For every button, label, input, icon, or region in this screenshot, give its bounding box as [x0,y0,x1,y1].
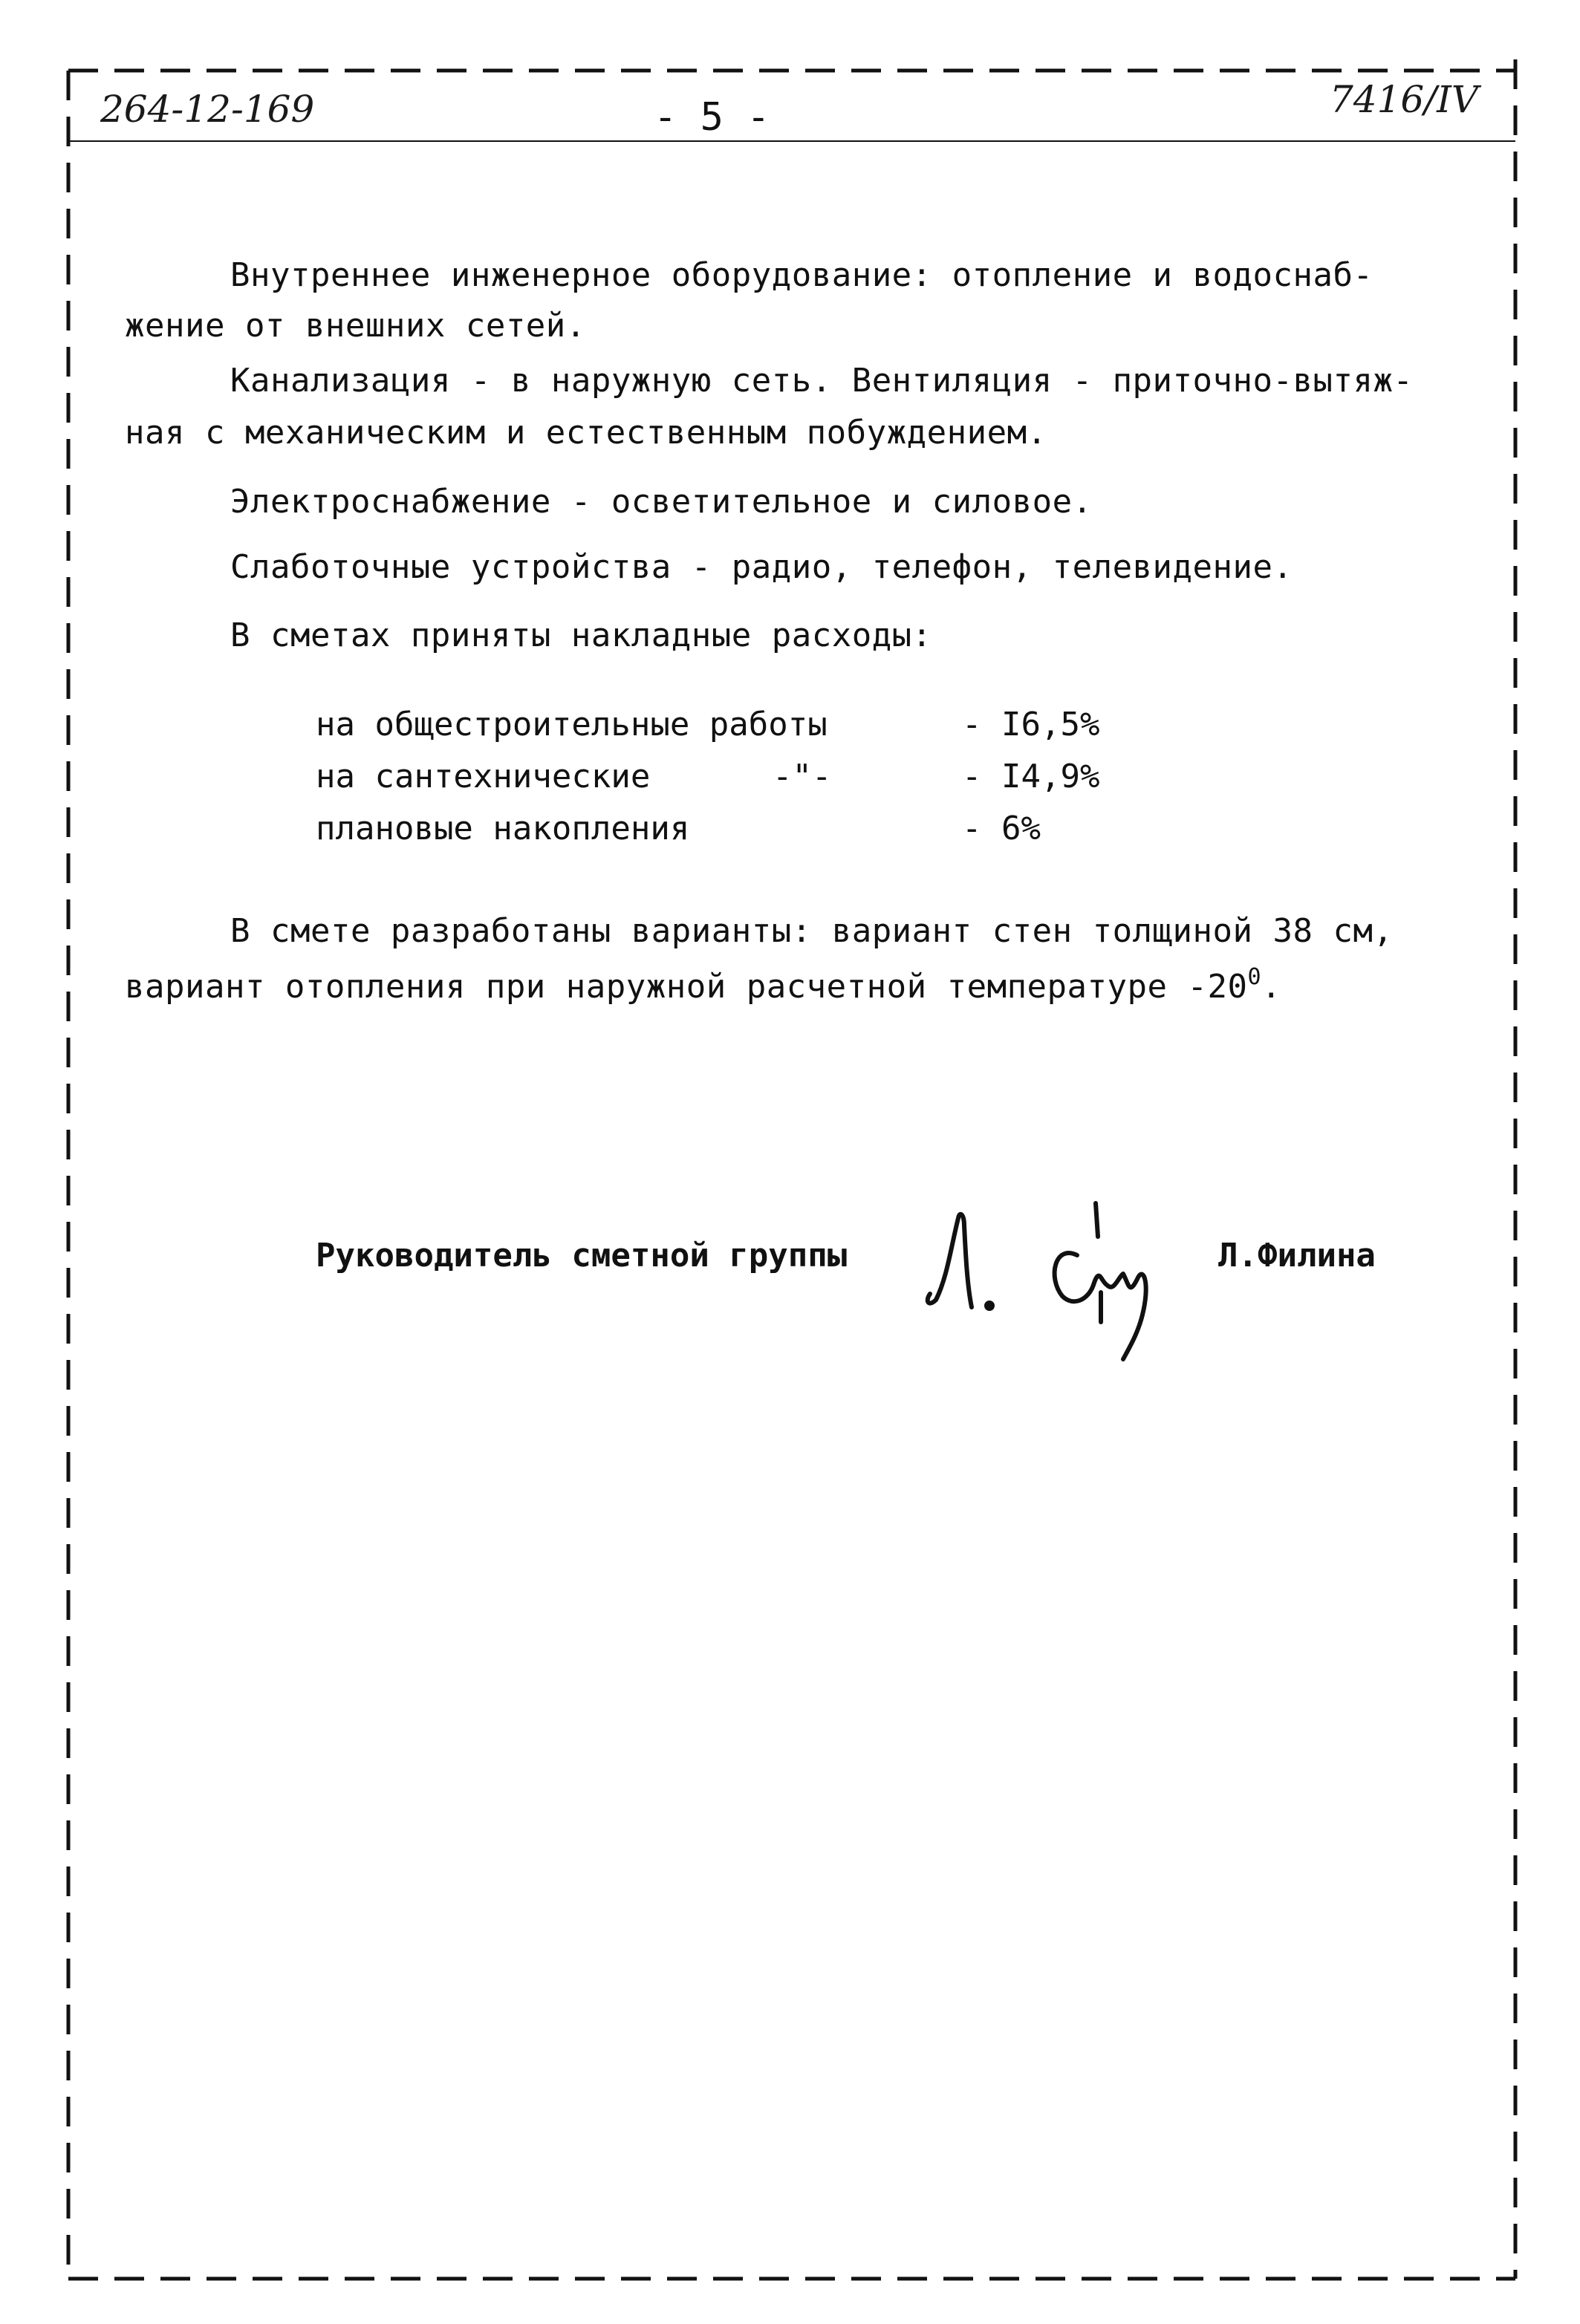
paragraph-variants-line1: В смете разработаны варианты: вариант стен толщиной 38 см, [230,912,1394,950]
paragraph-sewerage-line1: Канализация - в наружную сеть. Вентиляция - приточно-вытяж- [230,362,1414,400]
signature-name: Л.Филина [1218,1237,1376,1275]
rate-value-sanitary: - I4,9% [962,758,1100,795]
paragraph-power-supply: Электроснабжение - осветительное и силовое. [230,483,1093,521]
rate-label-general: на общестроительные работы [316,706,828,743]
paragraph-low-current: Слаботочные устройства - радио, телефон, телевидение. [230,548,1293,586]
paragraph-equipment-line2: жение от внешних сетей. [125,307,586,345]
handwritten-signature [906,1174,1218,1367]
rate-label-planned: плановые накопления [316,810,690,847]
page-number: - 5 - [654,95,770,140]
rate-ditto-sanitary: -"- [773,758,832,795]
variants-line2-text: вариант отопления при наружной расчетной температуре -20 [125,968,1248,1006]
paragraph-overheads-intro: В сметах приняты накладные расходы: [230,616,932,654]
document-code: 264-12-169 [100,88,315,131]
degree-mark: 0 [1247,964,1262,990]
signature-role: Руководитель сметной группы [316,1237,848,1275]
variants-line2-period: . [1261,968,1282,1006]
rate-label-sanitary: на сантехнические [316,758,651,795]
paragraph-sewerage-line2: ная с механическим и естественным побуждением. [125,414,1047,452]
rate-value-planned: - 6% [962,810,1041,847]
paragraph-equipment-line1: Внутреннее инженерное оборудование: отопление и водоснаб- [230,256,1373,294]
paragraph-variants-line2 [125,964,1281,1006]
archive-number: 7416/IV [1330,78,1478,121]
rate-value-general: - I6,5% [962,706,1100,743]
